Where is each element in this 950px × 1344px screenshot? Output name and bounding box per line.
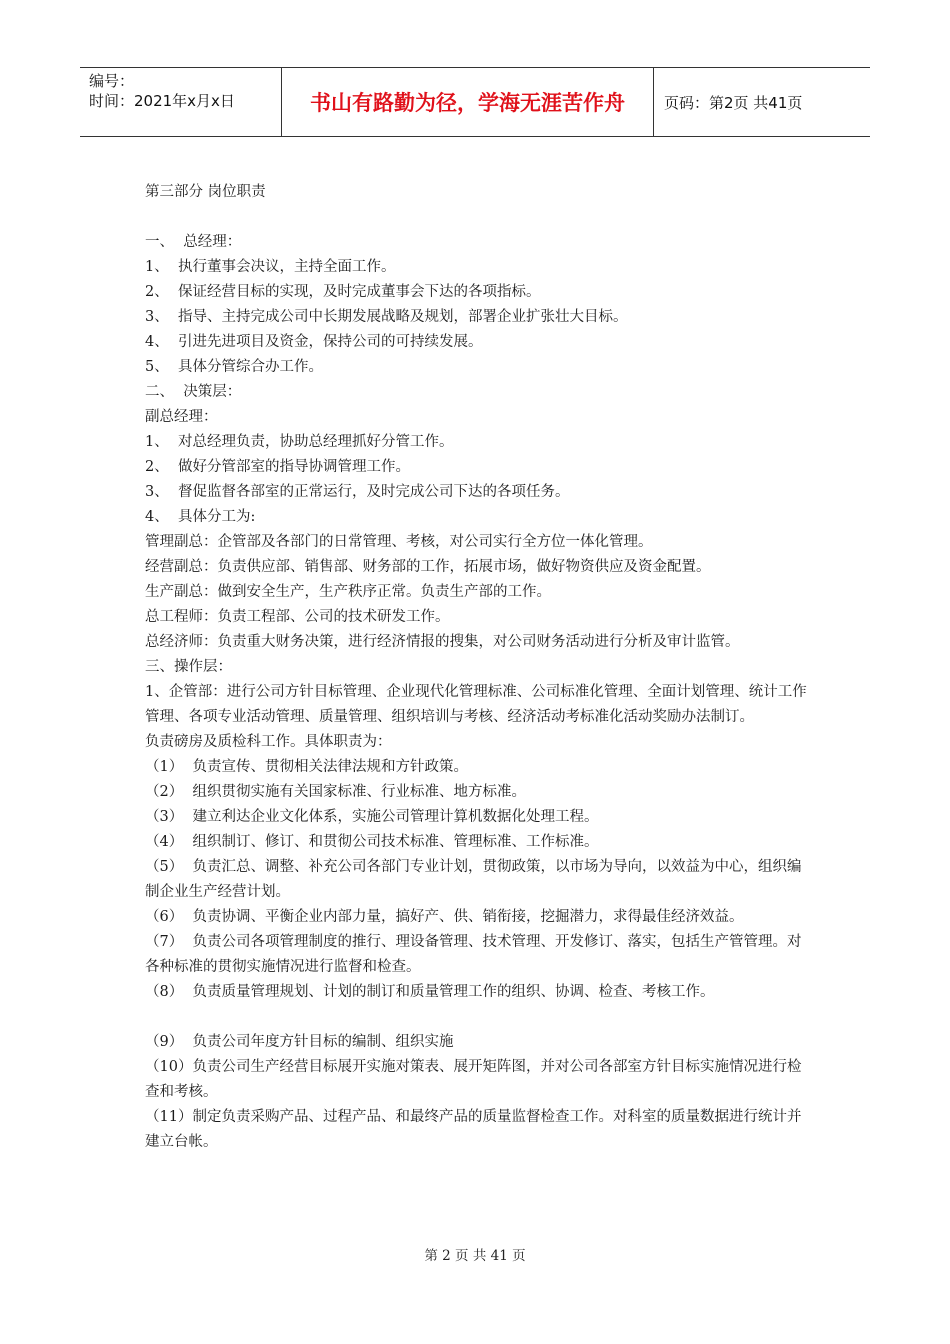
- text-line: 负责磅房及质检科工作。具体职责为：: [145, 734, 392, 750]
- content-block-1: [145, 230, 810, 1005]
- document-body: [145, 180, 810, 1155]
- text-line: （4） 组织制订、修订、和贯彻公司技术标准、管理标准、工作标准。: [145, 834, 599, 850]
- text-line: （1） 负责宣传、贯彻相关法律法规和方针政策。: [145, 759, 468, 775]
- header-meta: [80, 68, 282, 136]
- header-page-info: 页码：第2页 共41页: [664, 93, 803, 112]
- text-line: （9） 负责公司年度方针目标的编制、组织实施: [145, 1034, 454, 1050]
- text-line: （8） 负责质量管理规划、计划的制订和质量管理工作的组织、协调、检查、考核工作。: [145, 984, 715, 1000]
- number-label: 编号：: [89, 72, 135, 90]
- text-line: （2） 组织贯彻实施有关国家标准、行业标准、地方标准。: [145, 784, 526, 800]
- page-header: [80, 67, 870, 137]
- text-line: 1、 对总经理负责，协助总经理抓好分管工作。: [145, 434, 454, 450]
- text-line: 1、 执行董事会决议，主持全面工作。: [145, 259, 396, 275]
- text-line: 生产副总：做到安全生产，生产秩序正常。负责生产部的工作。: [145, 584, 551, 600]
- text-line: 三、操作层：: [145, 659, 232, 675]
- text-line: （5） 负责汇总、调整、补充公司各部门专业计划，贯彻政策，以市场为导向，以效益为中心，组织编制企业生产经营计划。: [145, 859, 802, 900]
- text-line: （10）负责公司生产经营目标展开实施对策表、展开矩阵图，并对公司各部室方针目标实施情况进行检查和考核。: [145, 1059, 802, 1100]
- text-line: 4、 引进先进项目及资金，保持公司的可持续发展。: [145, 334, 483, 350]
- text-line: 2、 保证经营目标的实现，及时完成董事会下达的各项指标。: [145, 284, 541, 300]
- text-line: 二、 决策层：: [145, 384, 242, 400]
- text-line: 一、 总经理：: [145, 234, 242, 250]
- text-line: （3） 建立利达企业文化体系，实施公司管理计算机数据化处理工程。: [145, 809, 599, 825]
- content-block-2: [145, 1030, 810, 1155]
- text-line: 3、 督促监督各部室的正常运行，及时完成公司下达的各项任务。: [145, 484, 570, 500]
- date-label: 时间：2021年x月x日: [89, 92, 235, 110]
- text-line: 副总经理：: [145, 409, 218, 425]
- section-title: 第三部分 岗位职责: [145, 184, 266, 200]
- text-line: 1、企管部：进行公司方针目标管理、企业现代化管理标准、公司标准化管理、全面计划管理、统计工作管理、各项专业活动管理、质量管理、组织培训与考核、经济活动考标准化活动奖励办法制订。: [145, 684, 807, 725]
- page-footer: 第 2 页 共 41 页: [424, 1248, 526, 1264]
- text-line: 2、 做好分管部室的指导协调管理工作。: [145, 459, 410, 475]
- text-line: 总工程师：负责工程部、公司的技术研发工作。: [145, 609, 450, 625]
- text-line: 管理副总：企管部及各部门的日常管理、考核，对公司实行全方位一体化管理。: [145, 534, 653, 550]
- text-line: （11）制定负责采购产品、过程产品、和最终产品的质量监督检查工作。对科室的质量数据进行统计并建立台帐。: [145, 1109, 802, 1150]
- text-line: 总经济师：负责重大财务决策，进行经济情报的搜集，对公司财务活动进行分析及审计监管。: [145, 634, 740, 650]
- text-line: （6） 负责协调、平衡企业内部力量，搞好产、供、销衔接，挖掘潜力，求得最佳经济效益。: [145, 909, 744, 925]
- text-line: （7） 负责公司各项管理制度的推行、理设备管理、技术管理、开发修订、落实，包括生产管管理。对各种标准的贯彻实施情况进行监督和检查。: [145, 934, 802, 975]
- text-line: 4、 具体分工为:: [145, 509, 256, 525]
- paragraph-spacer: [145, 1005, 810, 1030]
- text-line: 3、 指导、主持完成公司中长期发展战略及规划，部署企业扩张壮大目标。: [145, 309, 628, 325]
- text-line: 5、 具体分管综合办工作。: [145, 359, 323, 375]
- text-line: 经营副总：负责供应部、销售部、财务部的工作，拓展市场，做好物资供应及资金配置。: [145, 559, 711, 575]
- header-motto: 书山有路勤为径，学海无涯苦作舟: [282, 68, 654, 136]
